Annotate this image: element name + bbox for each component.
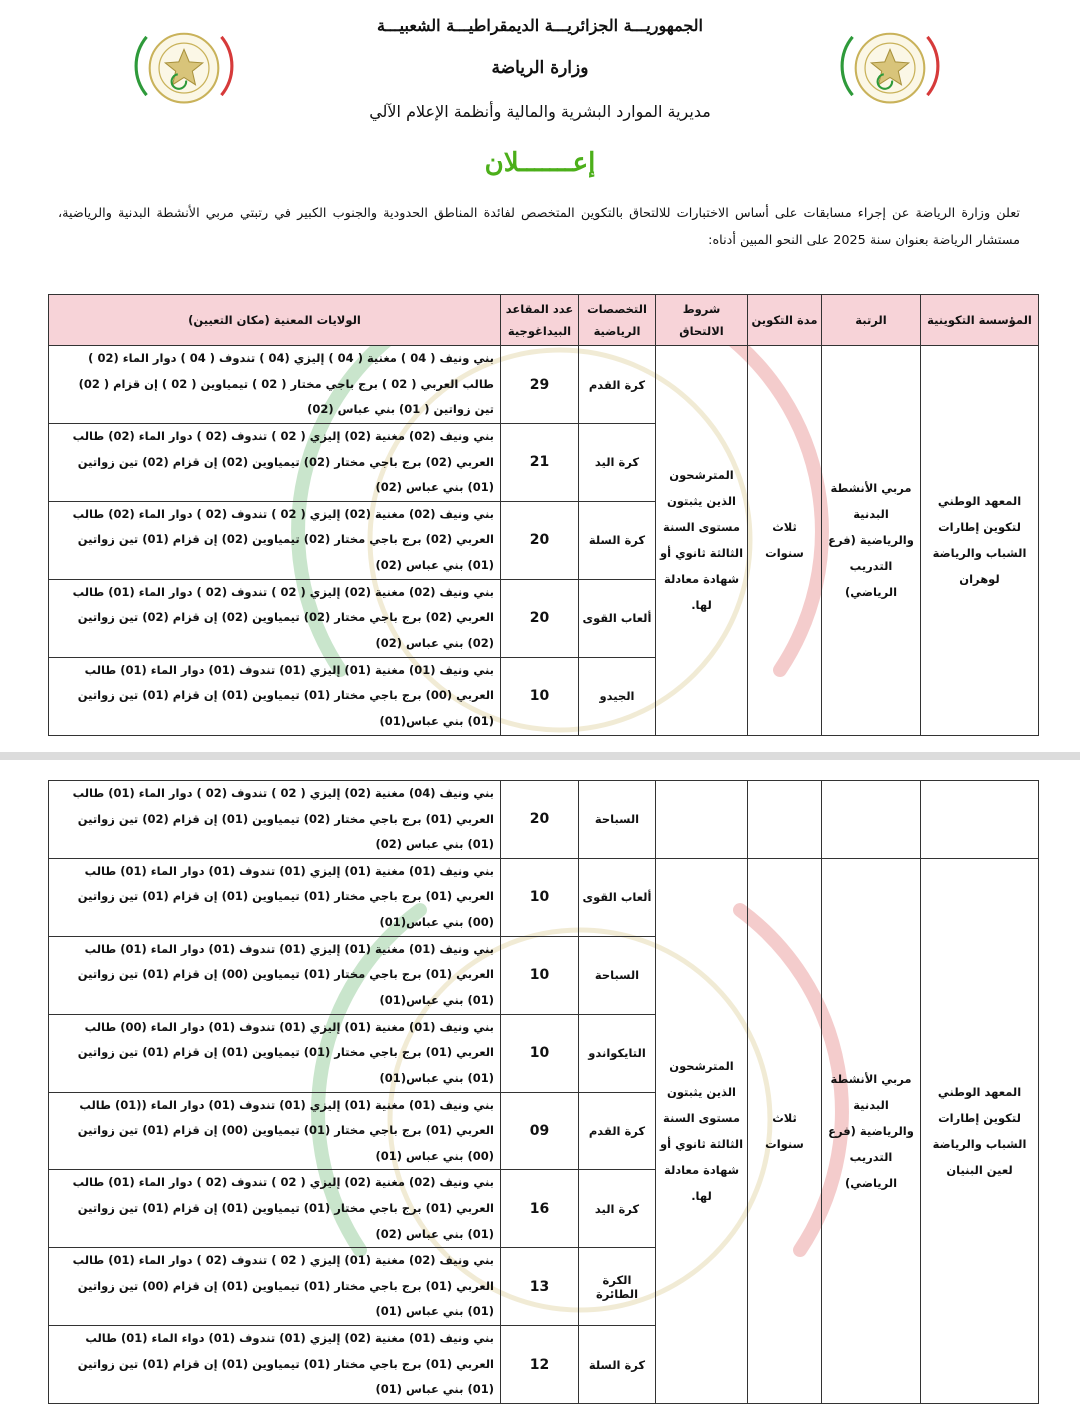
seats-cell: 20: [501, 501, 579, 579]
recruitment-table-ain-benian: [48, 780, 1039, 1404]
wilayas-cell: بني ونيف (02) مغنية (01) إليزي ( 02 ) تندوف (02 ) دوار الماء (01) طالب العربي (01) برج باجي مختار (01) تيمياوين (01) إن قزام (00) تين زواتين (01) بني عباس (01): [49, 1248, 501, 1326]
wilayas-cell: بني ونيف (01) مغنية (01) إليزي (01) تندوف (01) دوار الماء (01) طالب العربي (01) برج باجي مختار (01) تيمياوين (01) إن قزام (01) تين زواتين (00) بني عباس(01): [49, 858, 501, 936]
institution-cell: المعهد الوطني لتكوين إطارات الشباب والرياضة لعين البنيان: [921, 858, 1039, 1403]
conditions-cell-empty: [656, 781, 748, 859]
directorate-title: مديرية الموارد البشرية والمالية وأنظمة الإعلام الآلي: [369, 102, 711, 121]
republic-title: الجمهوريـــة الجزائريـــة الديمقراطيـــة الشعبيـــة: [377, 16, 703, 35]
specialty-cell: كرة القدم: [579, 1092, 656, 1170]
recruitment-table-oran: [48, 294, 1039, 736]
wilayas-cell: بني ونيف (01) مغنية (01) إليزي (01) تندوف (01) دوار الماء ((01) طالب العربي (01) برج باجي مختار (01) تيمياوين (00) إن قزام (01) تين زواتين (00) بني عباس (01): [49, 1092, 501, 1170]
specialty-cell: السباحة: [579, 936, 656, 1014]
specialty-cell: السباحة: [579, 781, 656, 859]
seats-cell: 10: [501, 858, 579, 936]
wilayas-cell: بني ونيف (01) مغنية (01) إليزي (01) تندوف (01) دوار الماء (01) طالب العربي (00) برج باجي مختار (01) تيمياوين (01) إن قزام (01) تين زواتين (01) بني عباس(01): [49, 657, 501, 735]
header-rank: الرتبة: [822, 295, 921, 346]
rank-cell: مربي الأنشطة البدنية والرياضية (فرع التدريب الرياضي): [822, 346, 921, 736]
wilayas-cell: بني ونيف ( 04 ) مغنية ( 04 ) إليزي (04 ) تندوف ( 04 ) دوار الماء (02 ) طالب العربي ( 02 ) برج باجي مختار ( 02 ) تيمياوين ( 02 ) إن قزام ( 02) تين زواتين ( 01) بني عباس (02): [49, 346, 501, 424]
duration-cell: ثلاث سنوات: [748, 858, 822, 1403]
specialty-cell: التايكواندو: [579, 1014, 656, 1092]
table-row: [49, 346, 1039, 424]
seats-cell: 12: [501, 1326, 579, 1404]
table-header-row: [49, 295, 1039, 346]
conditions-cell: المترشحون الذين يثبتون مستوى السنة الثالثة ثانوي أو شهادة معادلة لها.: [656, 858, 748, 1403]
header-duration: مدة التكوين: [748, 295, 822, 346]
header-conditions: شروط الالتحاق: [656, 295, 748, 346]
header-wilayas: الولايات المعنية (مكان التعيين): [49, 295, 501, 346]
wilayas-cell: بني ونيف (02) مغنية (02) إليزي ( 02 ) تندوف (02 ) دوار الماء (01) طالب العربي (02) برج باجي مختار (02) تيمياوين (02) إن قزام (02) تين زواتين (02) بني عباس (02): [49, 579, 501, 657]
announcement-intro: تعلن وزارة الرياضة عن إجراء مسابقات على أساس الاختبارات للالتحاق بالتكوين المتخصص لفائدة المناطق الحدودية والجنوب الكبير في رتبتي مربي الأنشطة البدنية والرياضية، مستشار الرياضة بعنوان سنة 2025 على النحو المبين أدناه:: [58, 206, 1020, 248]
duration-cell: ثلاث سنوات: [748, 346, 822, 736]
seats-cell: 10: [501, 657, 579, 735]
ministry-title: وزارة الرياضة: [491, 58, 589, 78]
wilayas-cell: بني ونيف (01) مغنية (02) إليزي (01) تندوف (01) دواء الماء (01) طالب العربي (01) برج باجي مختار (01) تيمياوين (01) إن قزام (01) تين زواتين (01) بني عباس (01): [49, 1326, 501, 1404]
table-row: [49, 781, 1039, 859]
header-seats: عدد المقاعد البيداغوجية: [501, 295, 579, 346]
specialty-cell: ألعاب القوى: [579, 858, 656, 936]
specialty-cell: كرة اليد: [579, 424, 656, 502]
header-institution: المؤسسة التكوينية: [921, 295, 1039, 346]
specialty-cell: كرة القدم: [579, 346, 656, 424]
wilayas-cell: بني ونيف (02) مغنية (02) إليزي ( 02 ) تندوف (02 ) دوار الماء (02) طالب العربي (02) برج باجي مختار (02) تيمياوين (02) إن قزام (02) تين زواتين (01) بني عباس (02): [49, 424, 501, 502]
announcement-title: إعـــــــلان: [484, 148, 596, 178]
specialty-cell: الجيدو: [579, 657, 656, 735]
header-specialty: التخصصات الرياضية: [579, 295, 656, 346]
table-row: [49, 858, 1039, 936]
wilayas-cell: بني ونيف (04) مغنية (02) إليزي ( 02 ) تندوف (02 ) دوار الماء (01) طالب العربي (01) برج باجي مختار (02) تيمياوين (01) إن قزام (02) تين زواتين (01) بني عباس (02): [49, 781, 501, 859]
duration-cell-empty: [748, 781, 822, 859]
specialty-cell: الكرة الطائرة: [579, 1248, 656, 1326]
specialty-cell: كرة السلة: [579, 501, 656, 579]
specialty-cell: كرة اليد: [579, 1170, 656, 1248]
specialty-cell: كرة السلة: [579, 1326, 656, 1404]
specialty-cell: ألعاب القوى: [579, 579, 656, 657]
conditions-cell: المترشحون الذين يثبتون مستوى السنة الثالثة ثانوي أو شهادة معادلة لها.: [656, 346, 748, 736]
page-separator: [0, 752, 1080, 760]
rank-cell-empty: [822, 781, 921, 859]
seats-cell: 16: [501, 1170, 579, 1248]
institution-cell-empty: [921, 781, 1039, 859]
seats-cell: 09: [501, 1092, 579, 1170]
seats-cell: 21: [501, 424, 579, 502]
rank-cell: مربي الأنشطة البدنية والرياضية (فرع التدريب الرياضي): [822, 858, 921, 1403]
institution-cell: المعهد الوطني لتكوين إطارات الشباب والرياضة لوهران: [921, 346, 1039, 736]
seats-cell: 10: [501, 1014, 579, 1092]
wilayas-cell: بني ونيف (01) مغنية (01) إليزي (01) تندوف (01) دوار الماء (01) طالب العربي (01) برج باجي مختار (01) تيمياوين (00) إن قزام (01) تين زواتين (01) بني عباس(01): [49, 936, 501, 1014]
seats-cell: 20: [501, 781, 579, 859]
seats-cell: 10: [501, 936, 579, 1014]
seats-cell: 29: [501, 346, 579, 424]
wilayas-cell: بني ونيف (01) مغنية (01) إليزي (01) تندوف (01) دوار الماء (00) طالب العربي (01) برج باجي مختار (01) تيمياوين (01) إن قزام (01) تين زواتين (01) بني عباس(01): [49, 1014, 501, 1092]
seats-cell: 20: [501, 579, 579, 657]
wilayas-cell: بني ونيف (02) مغنية (02) إليزي ( 02 ) تندوف (02 ) دوار الماء (01) طالب العربي (01) برج باجي مختار (01) تيمياوين (01) إن قزام (01) تين زواتين (01) بني عباس (02): [49, 1170, 501, 1248]
wilayas-cell: بني ونيف (02) مغنية (02) إليزي ( 02 ) تندوف (02 ) دوار الماء (02) طالب العربي (02) برج باجي مختار (02) تيمياوين (02) إن قزام (01) تين زواتين (01) بني عباس (02): [49, 501, 501, 579]
seats-cell: 13: [501, 1248, 579, 1326]
